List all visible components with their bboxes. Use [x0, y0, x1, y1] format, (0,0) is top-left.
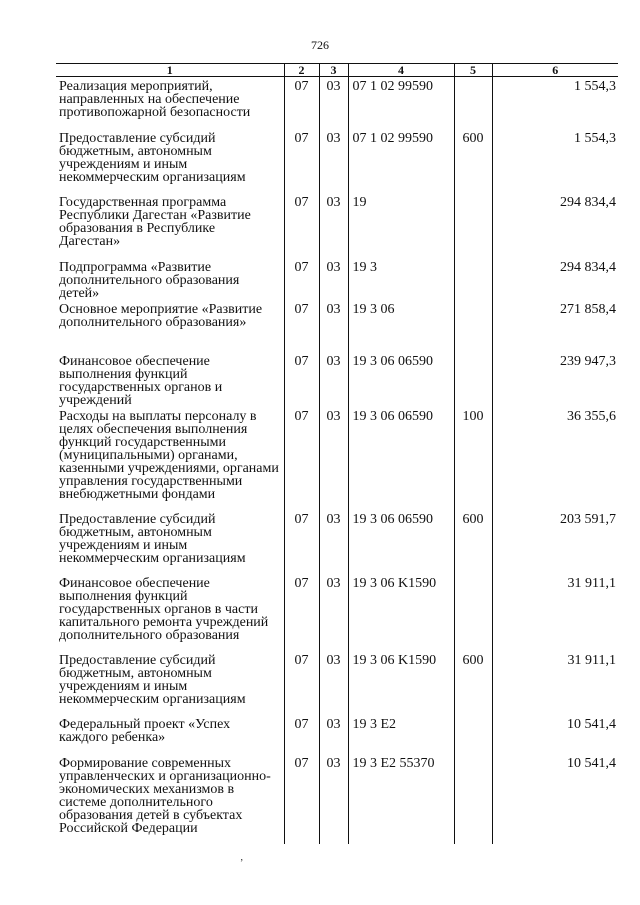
table-row — [56, 77, 618, 129]
row-subsection-cell: 03 — [319, 77, 348, 129]
table-row — [56, 715, 618, 754]
header-row — [56, 64, 618, 77]
row-section-cell: 07 — [284, 300, 319, 352]
row-amount-cell: 1 554,3 — [492, 129, 618, 193]
row-subsection-cell: 03 — [319, 715, 348, 754]
row-amount-cell: 239 947,3 — [492, 352, 618, 407]
row-target-article-cell: 07 1 02 99590 — [348, 129, 454, 193]
row-name-cell: Государственная программа Республики Дагестан «Развитие образования в Республике Дагестан» — [56, 193, 284, 258]
row-target-article-cell: 19 3 06 06590 — [348, 407, 454, 510]
table-row — [56, 574, 618, 651]
table-body — [56, 77, 618, 844]
row-section-cell: 07 — [284, 407, 319, 510]
table-row — [56, 407, 618, 510]
row-amount-cell: 36 355,6 — [492, 407, 618, 510]
row-subsection-cell: 03 — [319, 574, 348, 651]
row-target-article-cell: 19 — [348, 193, 454, 258]
table-header — [56, 64, 618, 77]
scan-mark: ʼ — [240, 858, 244, 869]
row-amount-cell: 10 541,4 — [492, 715, 618, 754]
row-name-cell: Подпрограмма «Развитие дополнительного образования детей» — [56, 258, 284, 300]
row-amount-cell: 203 591,7 — [492, 510, 618, 574]
row-name-cell: Федеральный проект «Успех каждого ребенка» — [56, 715, 284, 754]
column-header-3: 3 — [319, 64, 348, 77]
row-section-cell: 07 — [284, 715, 319, 754]
page-number: 726 — [311, 38, 329, 52]
table-row — [56, 352, 618, 407]
row-name-cell: Предоставление субсидий бюджетным, автономным учреждениям и иным некоммерческим организациям — [56, 651, 284, 715]
row-subsection-cell: 03 — [319, 754, 348, 844]
row-amount-cell: 271 858,4 — [492, 300, 618, 352]
row-expense-type-cell: 600 — [454, 129, 492, 193]
table-row — [56, 754, 618, 844]
table-row — [56, 129, 618, 193]
row-target-article-cell: 19 3 06 06590 — [348, 510, 454, 574]
row-amount-cell: 1 554,3 — [492, 77, 618, 129]
row-section-cell: 07 — [284, 193, 319, 258]
row-expense-type-cell: 100 — [454, 407, 492, 510]
row-expense-type-cell — [454, 77, 492, 129]
row-name-cell: Расходы на выплаты персоналу в целях обеспечения выполнения функций государственными (муниципальными) органами, казенными учреждениями, органами управления государственными внебюджетными фондами — [56, 407, 284, 510]
row-target-article-cell: 19 3 06 K1590 — [348, 574, 454, 651]
row-expense-type-cell — [454, 574, 492, 651]
row-section-cell: 07 — [284, 77, 319, 129]
row-amount-cell: 294 834,4 — [492, 193, 618, 258]
row-section-cell: 07 — [284, 651, 319, 715]
row-expense-type-cell: 600 — [454, 651, 492, 715]
table-row — [56, 258, 618, 300]
row-expense-type-cell: 600 — [454, 510, 492, 574]
row-expense-type-cell — [454, 352, 492, 407]
row-subsection-cell: 03 — [319, 258, 348, 300]
budget-table — [56, 63, 618, 844]
row-expense-type-cell — [454, 193, 492, 258]
row-amount-cell: 10 541,4 — [492, 754, 618, 844]
row-section-cell: 07 — [284, 510, 319, 574]
row-name-cell: Формирование современных управленческих и организационно-экономических механизмов в системе дополнительного образования детей в субъектах Российской Федерации — [56, 754, 284, 844]
column-header-6: 6 — [492, 64, 618, 77]
row-target-article-cell: 19 3 E2 — [348, 715, 454, 754]
row-subsection-cell: 03 — [319, 129, 348, 193]
row-name-cell: Финансовое обеспечение выполнения функций государственных органов в части капитального ремонта учреждений дополнительного образования — [56, 574, 284, 651]
row-section-cell: 07 — [284, 754, 319, 844]
row-amount-cell: 294 834,4 — [492, 258, 618, 300]
row-target-article-cell: 19 3 E2 55370 — [348, 754, 454, 844]
row-name-cell: Финансовое обеспечение выполнения функций государственных органов и учреждений — [56, 352, 284, 407]
row-expense-type-cell — [454, 258, 492, 300]
row-name-cell: Основное мероприятие «Развитие дополнительного образования» — [56, 300, 284, 352]
row-subsection-cell: 03 — [319, 510, 348, 574]
table-row — [56, 651, 618, 715]
row-expense-type-cell — [454, 715, 492, 754]
row-subsection-cell: 03 — [319, 300, 348, 352]
row-subsection-cell: 03 — [319, 407, 348, 510]
table-row — [56, 300, 618, 352]
row-name-cell: Предоставление субсидий бюджетным, автономным учреждениям и иным некоммерческим организациям — [56, 129, 284, 193]
row-target-article-cell: 07 1 02 99590 — [348, 77, 454, 129]
row-expense-type-cell — [454, 300, 492, 352]
row-section-cell: 07 — [284, 574, 319, 651]
row-expense-type-cell — [454, 754, 492, 844]
row-name-cell: Предоставление субсидий бюджетным, автономным учреждениям и иным некоммерческим организациям — [56, 510, 284, 574]
row-name-cell: Реализация мероприятий, направленных на обеспечение противопожарной безопасности — [56, 77, 284, 129]
row-target-article-cell: 19 3 — [348, 258, 454, 300]
table-row — [56, 510, 618, 574]
row-section-cell: 07 — [284, 352, 319, 407]
row-subsection-cell: 03 — [319, 651, 348, 715]
column-header-4: 4 — [348, 64, 454, 77]
column-header-5: 5 — [454, 64, 492, 77]
table-row — [56, 193, 618, 258]
row-target-article-cell: 19 3 06 K1590 — [348, 651, 454, 715]
column-header-2: 2 — [284, 64, 319, 77]
row-section-cell: 07 — [284, 258, 319, 300]
row-amount-cell: 31 911,1 — [492, 574, 618, 651]
row-target-article-cell: 19 3 06 — [348, 300, 454, 352]
row-section-cell: 07 — [284, 129, 319, 193]
column-header-1: 1 — [56, 64, 284, 77]
row-subsection-cell: 03 — [319, 352, 348, 407]
row-amount-cell: 31 911,1 — [492, 651, 618, 715]
row-subsection-cell: 03 — [319, 193, 348, 258]
row-target-article-cell: 19 3 06 06590 — [348, 352, 454, 407]
